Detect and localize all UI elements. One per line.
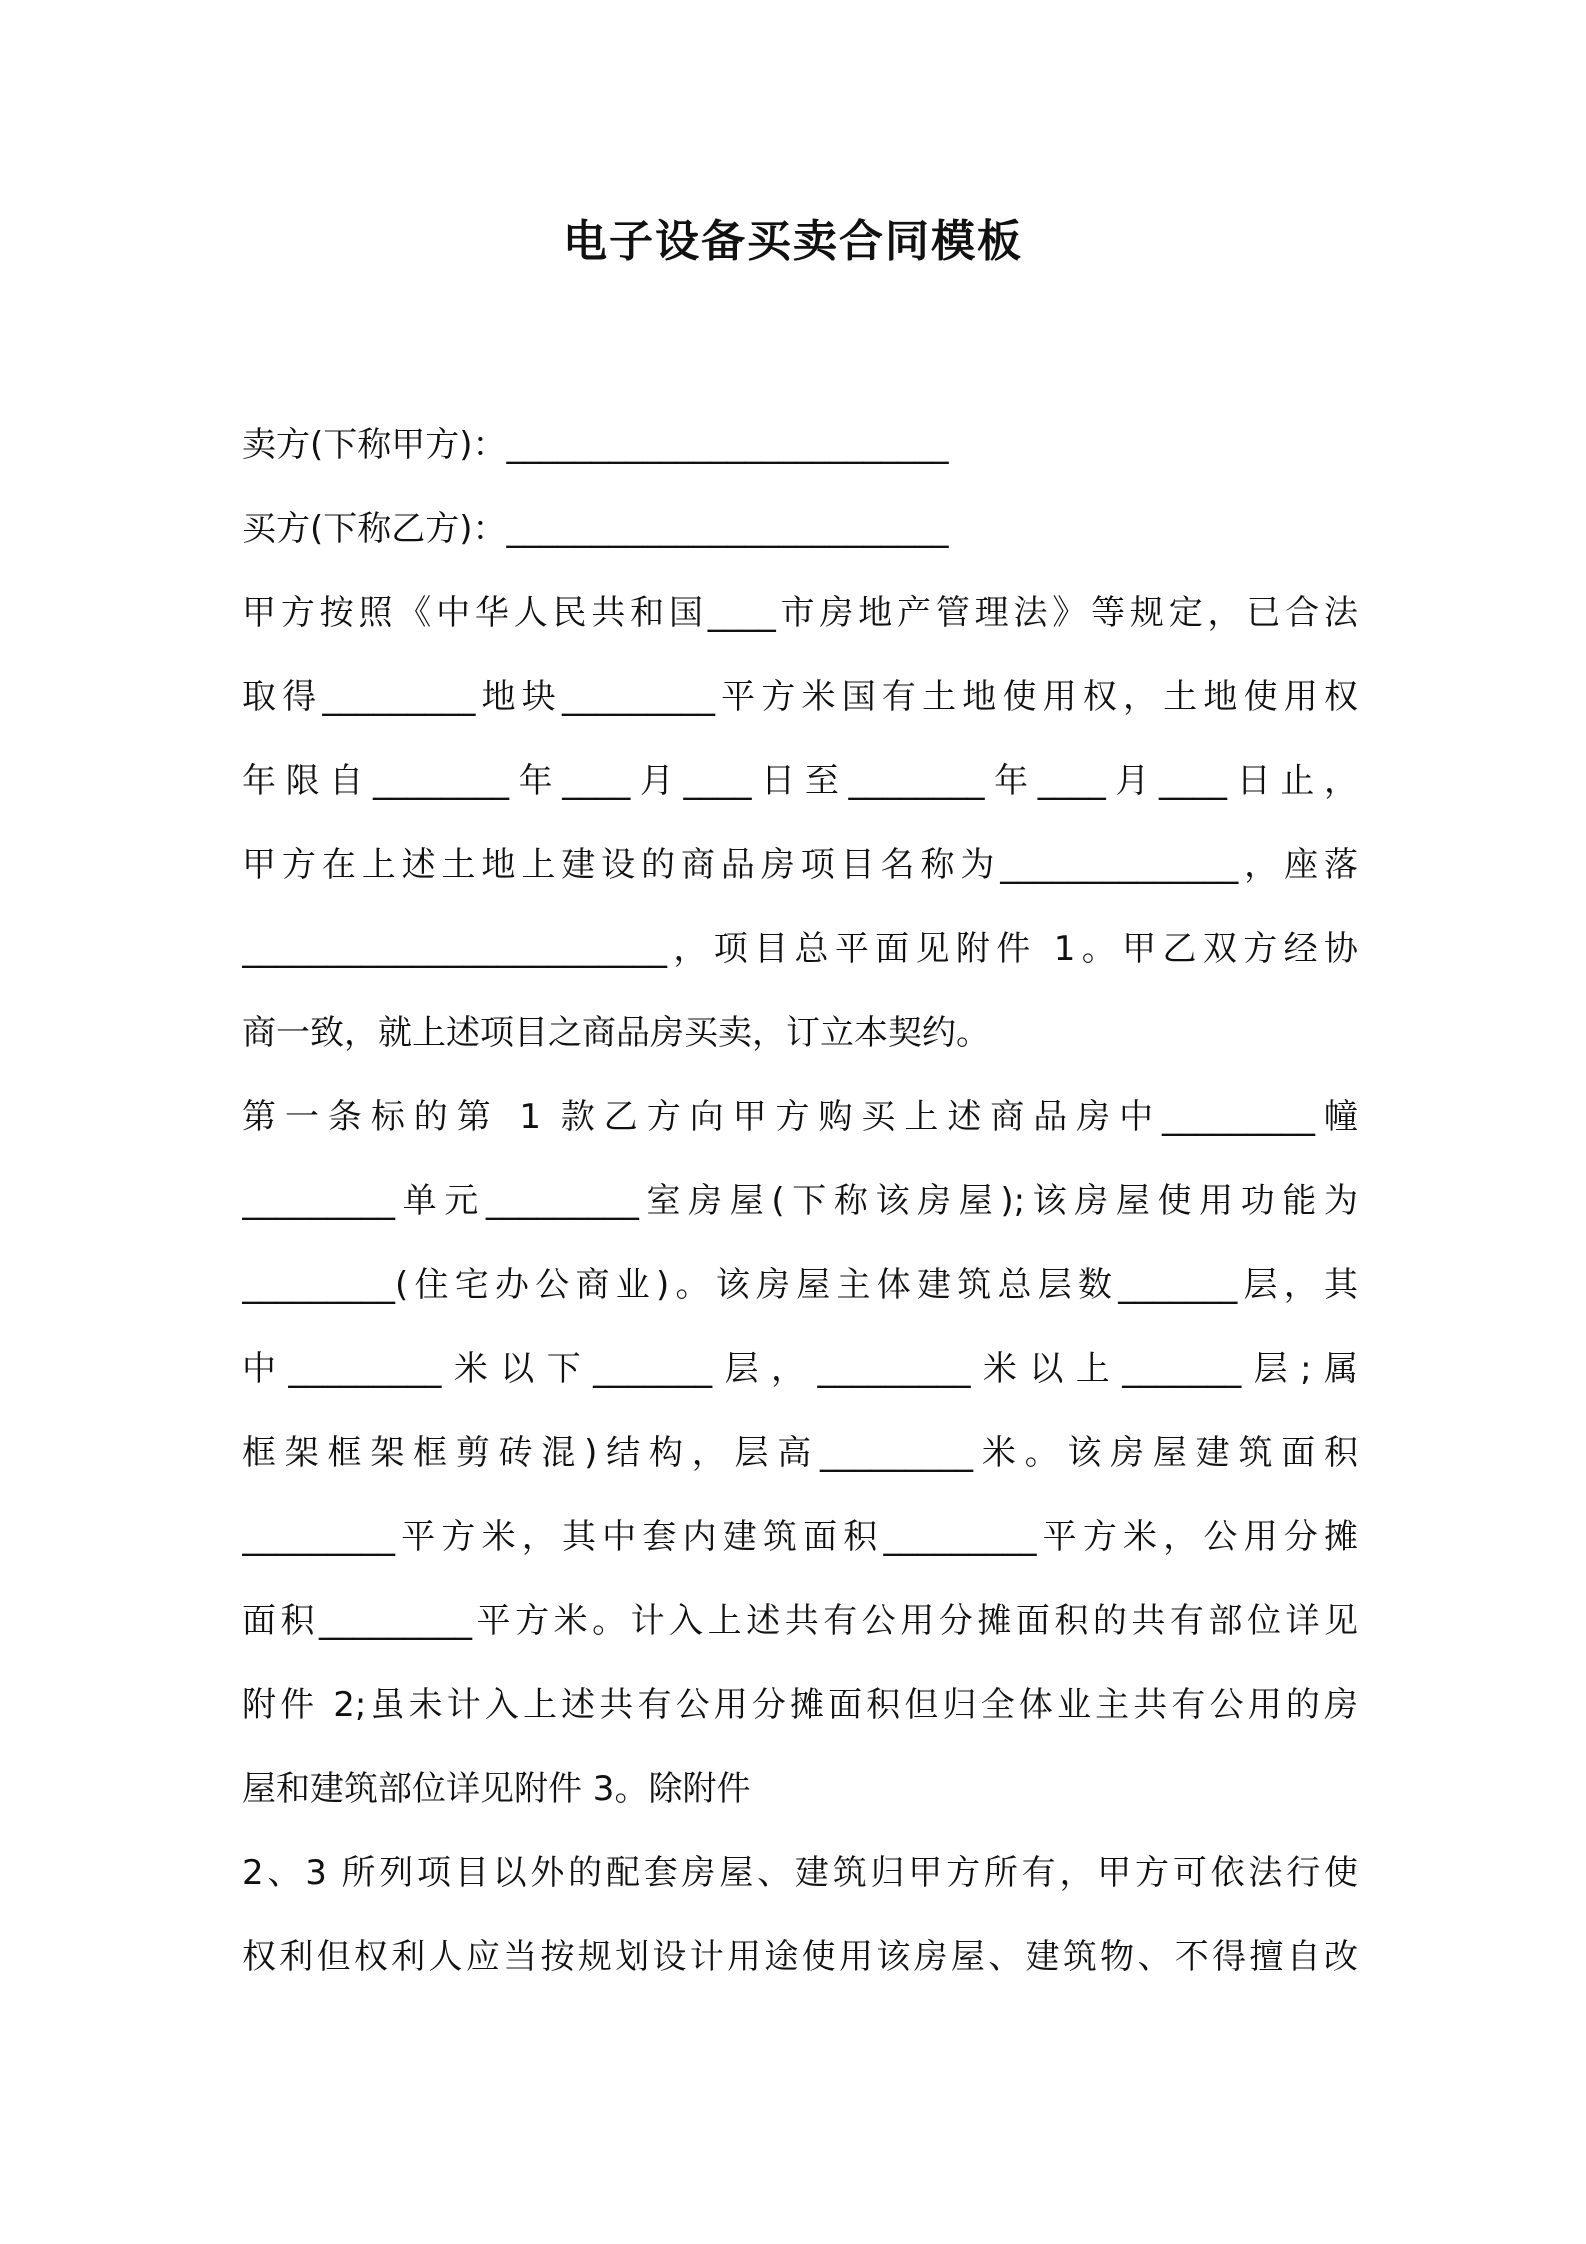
article-line: _________(住宅办公商业)。该房屋主体建筑总层数_______层，其: [242, 1265, 1358, 1305]
article-line: 第一条标的第 1 款乙方向甲方购买上述商品房中_________幢: [242, 1097, 1358, 1137]
buyer-line: 买方(下称乙方)：__________________________: [242, 509, 949, 549]
paragraph-line: 年限自________年____月____日至________年____月____日止，: [242, 761, 1358, 801]
paragraph-line: _________________________，项目总平面见附件 1。甲乙双方经协: [242, 929, 1358, 969]
article-line: _________平方米，其中套内建筑面积_________平方米，公用分摊: [242, 1517, 1358, 1557]
paragraph-line: 甲方按照《中华人民共和国____市房地产管理法》等规定，已合法: [242, 593, 1358, 633]
article-line: 中_________米以下_______层，_________米以上_______层;属: [242, 1349, 1358, 1389]
article-line: 框架框架框剪砖混)结构，层高_________米。该房屋建筑面积: [242, 1433, 1358, 1473]
document-title: 电子设备买卖合同模板: [563, 216, 1023, 267]
paragraph-line: 商一致，就上述项目之商品房买卖，订立本契约。: [242, 1013, 990, 1053]
paragraph-line: 取得_________地块_________平方米国有土地使用权，土地使用权: [242, 677, 1358, 717]
article-line: 屋和建筑部位详见附件 3。除附件: [242, 1769, 751, 1809]
document-body: [242, 413, 1358, 2009]
paragraph-line: 甲方在上述土地上建设的商品房项目名称为______________，座落: [242, 845, 1358, 885]
seller-line: 卖方(下称甲方)：__________________________: [242, 425, 949, 465]
article-line: 附件 2;虽未计入上述共有公用分摊面积但归全体业主共有公用的房: [242, 1685, 1358, 1725]
article-line: _________单元_________室房屋(下称该房屋);该房屋使用功能为: [242, 1181, 1358, 1221]
article-line: 权利但权利人应当按规划设计用途使用该房屋、建筑物、不得擅自改: [242, 1937, 1358, 1977]
article-line: 面积_________平方米。计入上述共有公用分摊面积的共有部位详见: [242, 1601, 1358, 1641]
article-line: 2、3 所列项目以外的配套房屋、建筑归甲方所有，甲方可依法行使: [242, 1853, 1358, 1893]
